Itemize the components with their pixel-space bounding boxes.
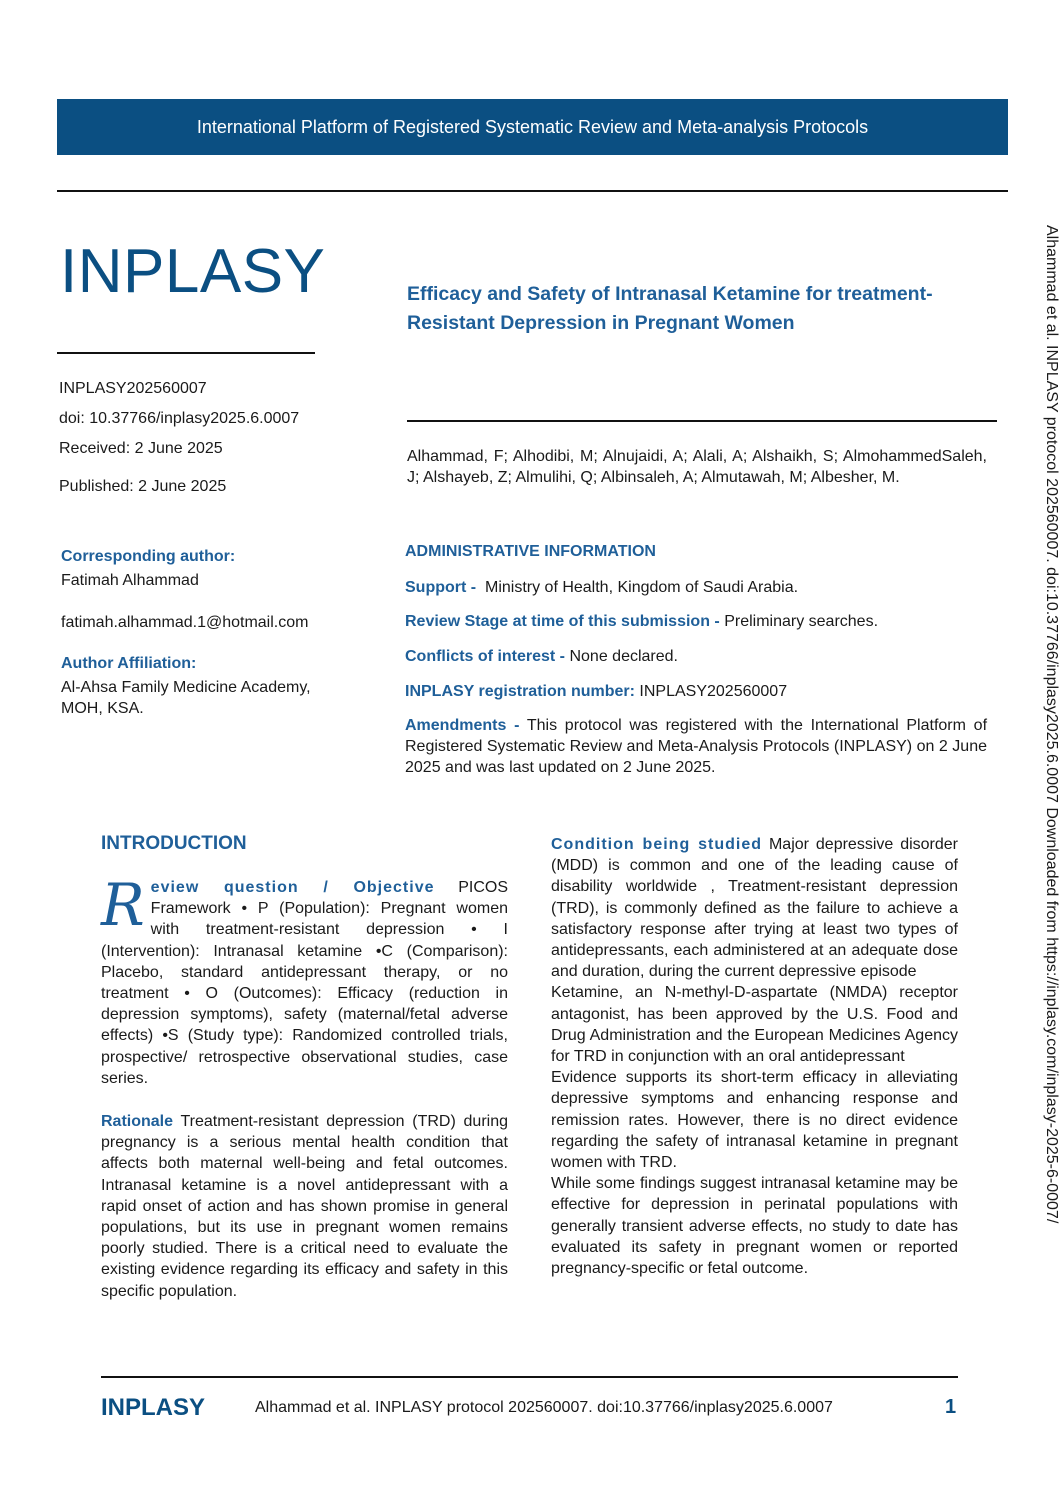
corresponding-email[interactable]: fatimah.alhammad.1@hotmail.com	[61, 614, 309, 631]
affiliation-heading: Author Affiliation:	[61, 655, 197, 672]
rationale-text: Treatment-resistant depression (TRD) during pregnancy is a serious mental health condition that affects both maternal well-being and fetal outcomes. Intranasal ketamine is a novel antidepressant with a rapid onset of action and has shown promise in general populations, but its use in pregnant women remains poorly studied. There is a critical need to evaluate the existing evidence regarding its efficacy and safety in this specific population.	[101, 1113, 509, 1300]
support-label: Support -	[405, 579, 477, 596]
received-date: Received: 2 June 2025	[59, 440, 223, 457]
regnum-value: INPLASY202560007	[639, 683, 788, 700]
protocol-id: INPLASY202560007	[59, 380, 207, 397]
drop-cap: R	[101, 871, 145, 939]
stage-label: Review Stage at time of this submission -	[405, 613, 720, 630]
rationale-label: Rationale	[101, 1113, 174, 1131]
author-list: Alhammad, F; Alhodibi, M; Alnujaidi, A; Alali, A; Alshaikh, S; AlmohammedSaleh, J; Alshayeb, Z; Almulihi, Q; Albinsaleh, A; Almutawah, M; Albesher, M.	[407, 448, 987, 486]
article-title: Efficacy and Safety of Intranasal Ketamine for treatment-Resistant Depression in Pregnant Women	[407, 283, 933, 334]
support-value: Ministry of Health, Kingdom of Saudi Arabia.	[484, 579, 799, 596]
header-banner: International Platform of Registered Systematic Review and Meta-analysis Protocols	[57, 99, 1008, 155]
stage-value: Preliminary searches.	[724, 613, 879, 630]
conflicts-label: Conflicts of interest -	[405, 648, 566, 665]
brand-logo: INPLASY	[60, 237, 326, 306]
admin-conflicts	[405, 646, 987, 667]
introduction-heading: INTRODUCTION	[101, 833, 247, 854]
left-column	[101, 871, 509, 1302]
amend-value: This protocol was registered with the International Platform of Registered Systematic Review and Meta-Analysis Protocols (INPLASY) on 2 June 2025 and was last updated on 2 June 2025.	[405, 717, 988, 776]
condition-text: Major depressive disorder (MDD) is common and one of the leading cause of disability worldwide , Treatment-resistant depression (TRD), is commonly defined as the failure to achieve a satisfactory response after trying at least two types of antidepressants, each administered at an adequate dose and duration, during the current depressive episode	[551, 836, 958, 981]
header-rule	[57, 190, 1008, 192]
admin-support	[405, 577, 987, 598]
review-question-label: eview question / Objective	[150, 879, 435, 896]
corresponding-name: Fatimah Alhammad	[61, 572, 199, 589]
page-number: 1	[945, 1396, 957, 1418]
published-date: Published: 2 June 2025	[59, 478, 227, 495]
footer-brand: INPLASY	[101, 1394, 206, 1421]
corresponding-heading: Corresponding author:	[61, 548, 236, 565]
condition-label: Condition being studied	[551, 836, 763, 853]
side-citation: Alhammad et al. INPLASY protocol 202560007. doi:10.37766/inplasy2025.6.0007 Downloaded from https://inplasy.com/inplasy-2025-6-0007/	[1043, 225, 1060, 1224]
affiliation-text: Al-Ahsa Family Medicine Academy, MOH, KSA.	[61, 679, 311, 717]
rationale-paragraph	[101, 1111, 508, 1302]
evidence-paragraph: Evidence supports its short-term efficacy in alleviating depressive symptoms and enhancing response and remission rates. However, there is no direct evidence regarding the safety of intranasal ketamine in pregnant women with TRD.	[551, 1069, 958, 1172]
right-column	[551, 834, 958, 1279]
title-rule	[407, 420, 997, 422]
condition-paragraph	[551, 834, 958, 982]
review-question-text: PICOS Framework • P (Population): Pregnant women with treatment-resistant depression • I (Intervention): Intranasal ketamine •C (Comparison): Placebo, standard antidepressant therapy, or no treatment • O (Outcomes): Efficacy (reduction in depression symptoms), safety (maternal/fetal adverse effects) •S (Study type): Randomized controlled trials, prospective/ retrospective observational studies, case series.	[101, 879, 508, 1087]
amend-label: Amendments -	[405, 717, 520, 734]
conflicts-value: None declared.	[569, 648, 678, 665]
admin-heading: ADMINISTRATIVE INFORMATION	[405, 543, 656, 560]
review-question-paragraph	[101, 871, 508, 1089]
ketamine-paragraph: Ketamine, an N-methyl-D-aspartate (NMDA) receptor antagonist, has been approved by the U.S. Food and Drug Administration and the European Medicines Agency for TRD in conjunction with an oral antidepressant	[551, 984, 958, 1066]
brand-rule	[57, 352, 315, 354]
regnum-label: INPLASY registration number:	[405, 683, 635, 700]
admin-amendments	[405, 715, 987, 778]
findings-paragraph: While some findings suggest intranasal ketamine may be effective for depression in perinatal populations with generally transient adverse effects, no study to date has evaluated its safety in pregnant women or reported pregnancy-specific or fetal outcome.	[551, 1175, 958, 1278]
doi[interactable]: doi: 10.37766/inplasy2025.6.0007	[59, 410, 300, 427]
footer-citation: Alhammad et al. INPLASY protocol 202560007. doi:10.37766/inplasy2025.6.0007	[255, 1399, 833, 1416]
admin-regnum	[405, 681, 987, 702]
footer-rule	[101, 1376, 958, 1378]
admin-stage	[405, 611, 987, 632]
